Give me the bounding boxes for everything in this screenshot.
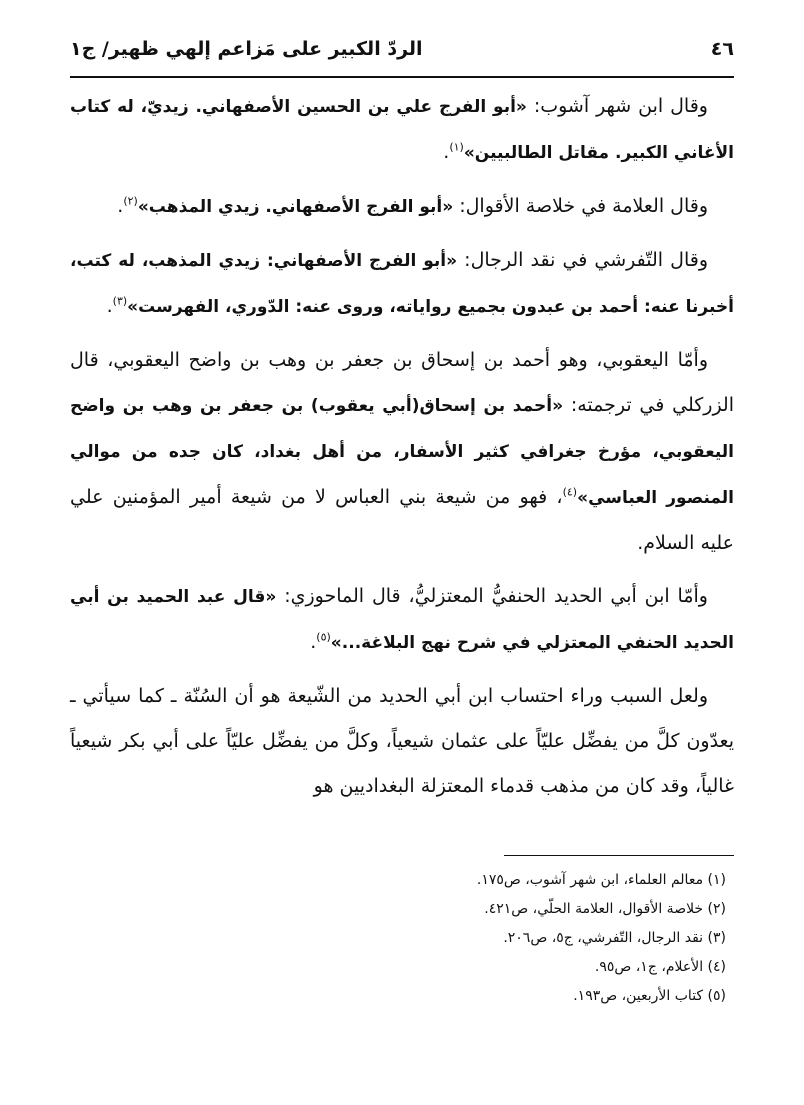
footnotes <box>70 866 726 1011</box>
paragraph-text: وأمّا اليعقوبي، وهو أحمد بن إسحاق بن جعفر بن وهب بن واضح اليعقوبي، قال الزركلي في ترجمته: <box>70 349 735 416</box>
paragraph-text: . <box>106 295 113 317</box>
footnote: (٢) خلاصة الأقوال، العلامة الحلّي، ص٤٢١. <box>484 901 726 917</box>
page-number: ٤٦ <box>710 38 734 60</box>
footnote: (١) معالم العلماء، ابن شهر آشوب، ص١٧٥. <box>476 872 726 888</box>
paragraph-text: وأمّا ابن أبي الحديد الحنفيُّ المعتزليُّ، قال الماحوزي: <box>276 585 708 607</box>
header-rule <box>70 76 734 78</box>
quotation: «أبو الفرج الأصفهاني. زيدي المذهب» <box>137 197 454 217</box>
footnote-reference: (١) <box>449 140 464 154</box>
footnote-divider <box>504 855 734 856</box>
paragraph-text: ، فهو من شيعة بني العباس لا من شيعة أمير المؤمنين علي عليه السلام. <box>70 486 734 554</box>
paragraph <box>70 674 734 809</box>
footnote-reference: (٥) <box>316 630 331 644</box>
footnote: (٥) كتاب الأربعين، ص١٩٣. <box>573 988 726 1004</box>
paragraph-text: . <box>310 631 317 653</box>
body-text <box>70 84 734 817</box>
paragraph-text: وقال التّفرشي في نقد الرجال: <box>457 249 708 271</box>
paragraph-text: . <box>443 141 450 163</box>
paragraph <box>70 84 734 176</box>
paragraph <box>70 338 734 566</box>
paragraph-text: ولعل السبب وراء احتساب ابن أبي الحديد من الشّيعة هو أن السُنّة ـ كما سيأتي ـ يعدّون كلَّ من يفضِّل عليّاً على عثمان شيعياً، وكلَّ من يفضِّل عليّاً على أبي بكر شيعياً غالياً، وقد كان من مذهب قدماء المعتزلة البغداديين هو <box>70 685 734 797</box>
paragraph <box>70 238 734 330</box>
footnote-reference: (٤) <box>562 485 578 499</box>
quotation: «أحمد بن إسحاق(أبي يعقوب) بن جعفر بن وهب بن واضح اليعقوبي، مؤرخ جغرافي كثير الأسفار، من أهل بغداد، كان جده من موالي المنصور العباسي» <box>70 396 734 508</box>
paragraph-text: . <box>117 195 124 217</box>
quotation: «قال عبد الحميد بن أبي الحديد الحنفي المعتزلي في شرح نهج البلاغة...» <box>70 587 734 653</box>
page-header <box>70 28 734 70</box>
book-title: الردّ الكبير على مَزاعم إلهي ظهير/ ج١ <box>70 38 423 60</box>
paragraph <box>70 574 734 666</box>
quotation: «أبو الفرج الأصفهاني: زيدي المذهب، له كتب، أخبرنا عنه: أحمد بن عبدون بجميع رواياته، وروى عنه: الدّوري، الفهرست» <box>70 251 734 317</box>
footnote-reference: (٢) <box>123 194 138 208</box>
paragraph-text: وقال ابن شهر آشوب: <box>526 95 708 117</box>
paragraph-text: وقال العلامة في خلاصة الأقوال: <box>453 195 708 217</box>
footnote: (٣) نقد الرجال، التّفرشي، ج٥، ص٢٠٦. <box>503 930 726 946</box>
paragraph <box>70 184 734 230</box>
footnote-reference: (٣) <box>112 294 128 308</box>
footnote: (٤) الأعلام، ج١، ص٩٥. <box>594 959 726 975</box>
quotation: «أبو الفرج علي بن الحسين الأصفهاني. زيديّ، له كتاب الأغاني الكبير. مقاتل الطالبيين» <box>70 97 734 163</box>
